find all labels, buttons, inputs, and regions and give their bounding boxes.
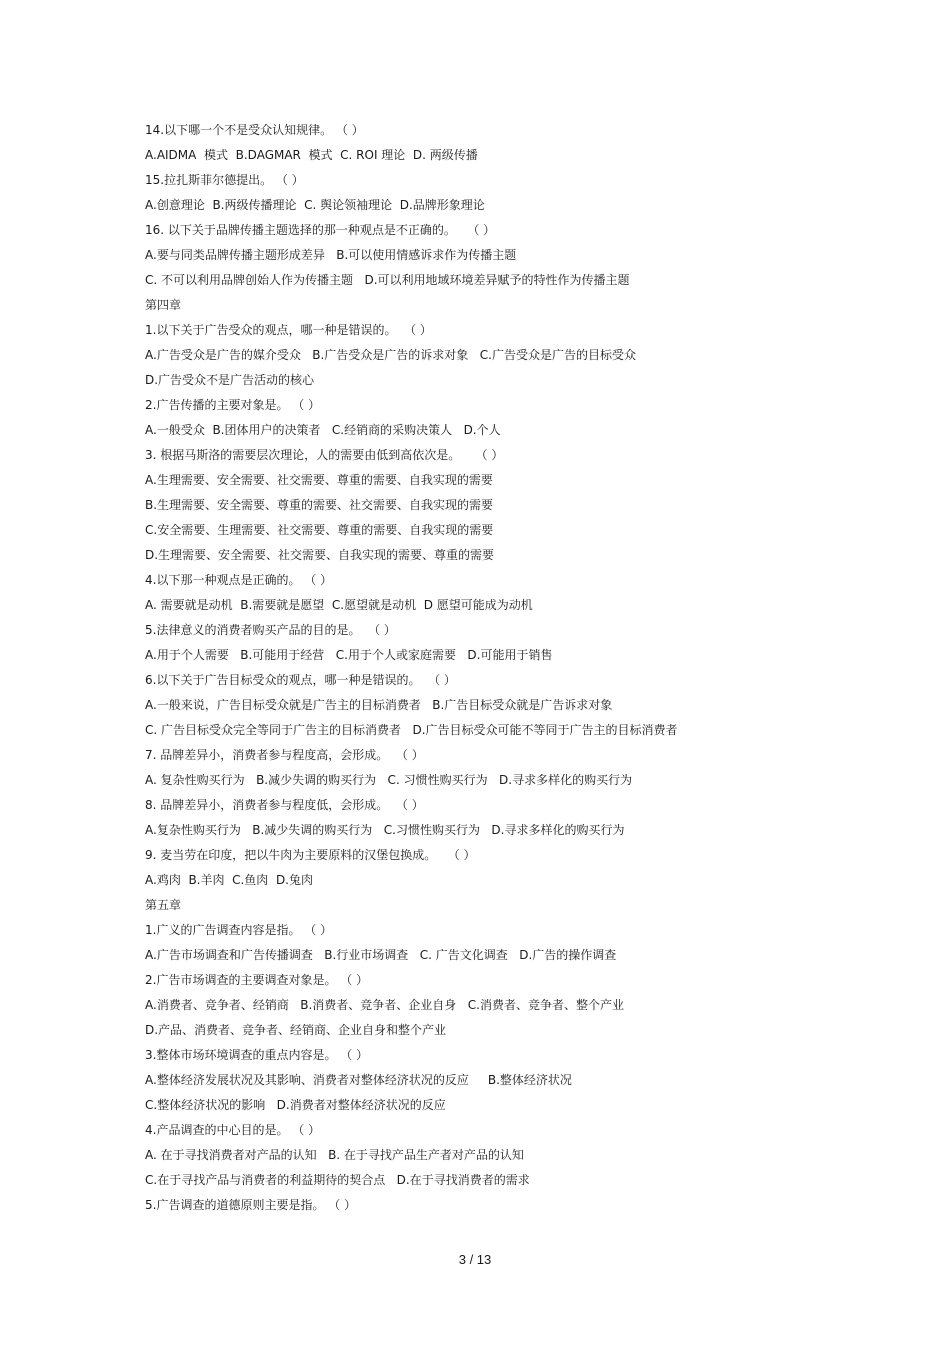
text-line: A. 需要就是动机 B.需要就是愿望 C.愿望就是动机 D 愿望可能成为动机 bbox=[145, 598, 533, 612]
text-line: 4.以下那一种观点是正确的。 （ ） bbox=[145, 573, 333, 587]
text-line: C.整体经济状况的影响 D.消费者对整体经济状况的反应 bbox=[145, 1098, 446, 1112]
text-line: 16. 以下关于品牌传播主题选择的那一种观点是不正确的。 （ ） bbox=[145, 223, 496, 237]
text-line: D.广告受众不是广告活动的核心 bbox=[145, 373, 315, 387]
text-line: A.整体经济发展状况及其影响、消费者对整体经济状况的反应 B.整体经济状况 bbox=[145, 1073, 572, 1087]
text-line: 1.以下关于广告受众的观点，哪一种是错误的。 （ ） bbox=[145, 323, 432, 337]
text-line: A.一般受众 B.团体用户的决策者 C.经销商的采购决策人 D.个人 bbox=[145, 423, 501, 437]
text-line: 8. 品牌差异小，消费者参与程度低，会形成。 （ ） bbox=[145, 798, 424, 812]
question-list bbox=[145, 118, 905, 1218]
page-number: 3 / 13 bbox=[458, 1252, 492, 1267]
text-line: 第五章 bbox=[145, 898, 182, 912]
text-line: C.安全需要、生理需要、社交需要、尊重的需要、自我实现的需要 bbox=[145, 523, 494, 537]
text-line: 2.广告传播的主要对象是。 （ ） bbox=[145, 398, 321, 412]
text-line: 9. 麦当劳在印度，把以牛肉为主要原料的汉堡包换成。 （ ） bbox=[145, 848, 476, 862]
text-line: 5.广告调查的道德原则主要是指。 （ ） bbox=[145, 1198, 357, 1212]
text-line: A.用于个人需要 B.可能用于经营 C.用于个人或家庭需要 D.可能用于销售 bbox=[145, 648, 553, 662]
text-line: A.一般来说，广告目标受众就是广告主的目标消费者 B.广告目标受众就是广告诉求对象 bbox=[145, 698, 613, 712]
text-line: 4.产品调查的中心目的是。 （ ） bbox=[145, 1123, 321, 1137]
text-line: 3.整体市场环境调查的重点内容是。 （ ） bbox=[145, 1048, 369, 1062]
text-line: C. 广告目标受众完全等同于广告主的目标消费者 D.广告目标受众可能不等同于广告主的目标消费者 bbox=[145, 723, 678, 737]
text-line: C. 不可以利用品牌创始人作为传播主题 D.可以利用地域环境差异赋予的特性作为传播主题 bbox=[145, 273, 630, 287]
text-line: 7. 品牌差异小，消费者参与程度高，会形成。 （ ） bbox=[145, 748, 424, 762]
text-line: C.在于寻找产品与消费者的利益期待的契合点 D.在于寻找消费者的需求 bbox=[145, 1173, 530, 1187]
text-line: 5.法律意义的消费者购买产品的目的是。 （ ） bbox=[145, 623, 396, 637]
text-line: 1.广义的广告调查内容是指。 （ ） bbox=[145, 923, 333, 937]
text-line: A.生理需要、安全需要、社交需要、尊重的需要、自我实现的需要 bbox=[145, 473, 493, 487]
text-line: A.复杂性购买行为 B.减少失调的购买行为 C.习惯性购买行为 D.寻求多样化的购买行为 bbox=[145, 823, 625, 837]
text-line: 6.以下关于广告目标受众的观点，哪一种是错误的。 （ ） bbox=[145, 673, 456, 687]
text-line: 14.以下哪一个不是受众认知规律。 （ ） bbox=[145, 123, 364, 137]
text-line: A.广告受众是广告的媒介受众 B.广告受众是广告的诉求对象 C.广告受众是广告的目标受众 bbox=[145, 348, 636, 362]
text-line: 第四章 bbox=[145, 298, 182, 312]
text-line: A.消费者、竞争者、经销商 B.消费者、竞争者、企业自身 C.消费者、竞争者、整个产业 bbox=[145, 998, 624, 1012]
text-line: A.创意理论 B.两级传播理论 C. 舆论领袖理论 D.品牌形象理论 bbox=[145, 198, 485, 212]
text-line: D.生理需要、安全需要、社交需要、自我实现的需要、尊重的需要 bbox=[145, 548, 495, 562]
text-line: 2.广告市场调查的主要调查对象是。 （ ） bbox=[145, 973, 369, 987]
text-line: A.鸡肉 B.羊肉 C.鱼肉 D.兔肉 bbox=[145, 873, 313, 887]
text-line: A. 在于寻找消费者对产品的认知 B. 在于寻找产品生产者对产品的认知 bbox=[145, 1148, 524, 1162]
text-line: 3. 根据马斯洛的需要层次理论，人的需要由低到高依次是。 （ ） bbox=[145, 448, 504, 462]
text-line: 15.拉扎斯菲尔德提出。 （ ） bbox=[145, 173, 304, 187]
text-line: A.要与同类品牌传播主题形成差异 B.可以使用情感诉求作为传播主题 bbox=[145, 248, 517, 262]
text-line: B.生理需要、安全需要、尊重的需要、社交需要、自我实现的需要 bbox=[145, 498, 494, 512]
text-line: A. 复杂性购买行为 B.减少失调的购买行为 C. 习惯性购买行为 D.寻求多样化的购买行为 bbox=[145, 773, 633, 787]
text-line: D.产品、消费者、竞争者、经销商、企业自身和整个产业 bbox=[145, 1023, 447, 1037]
text-line: A.AIDMA 模式 B.DAGMAR 模式 C. ROI 理论 D. 两级传播 bbox=[145, 148, 478, 162]
text-line: A.广告市场调查和广告传播调查 B.行业市场调查 C. 广告文化调查 D.广告的操作调查 bbox=[145, 948, 617, 962]
